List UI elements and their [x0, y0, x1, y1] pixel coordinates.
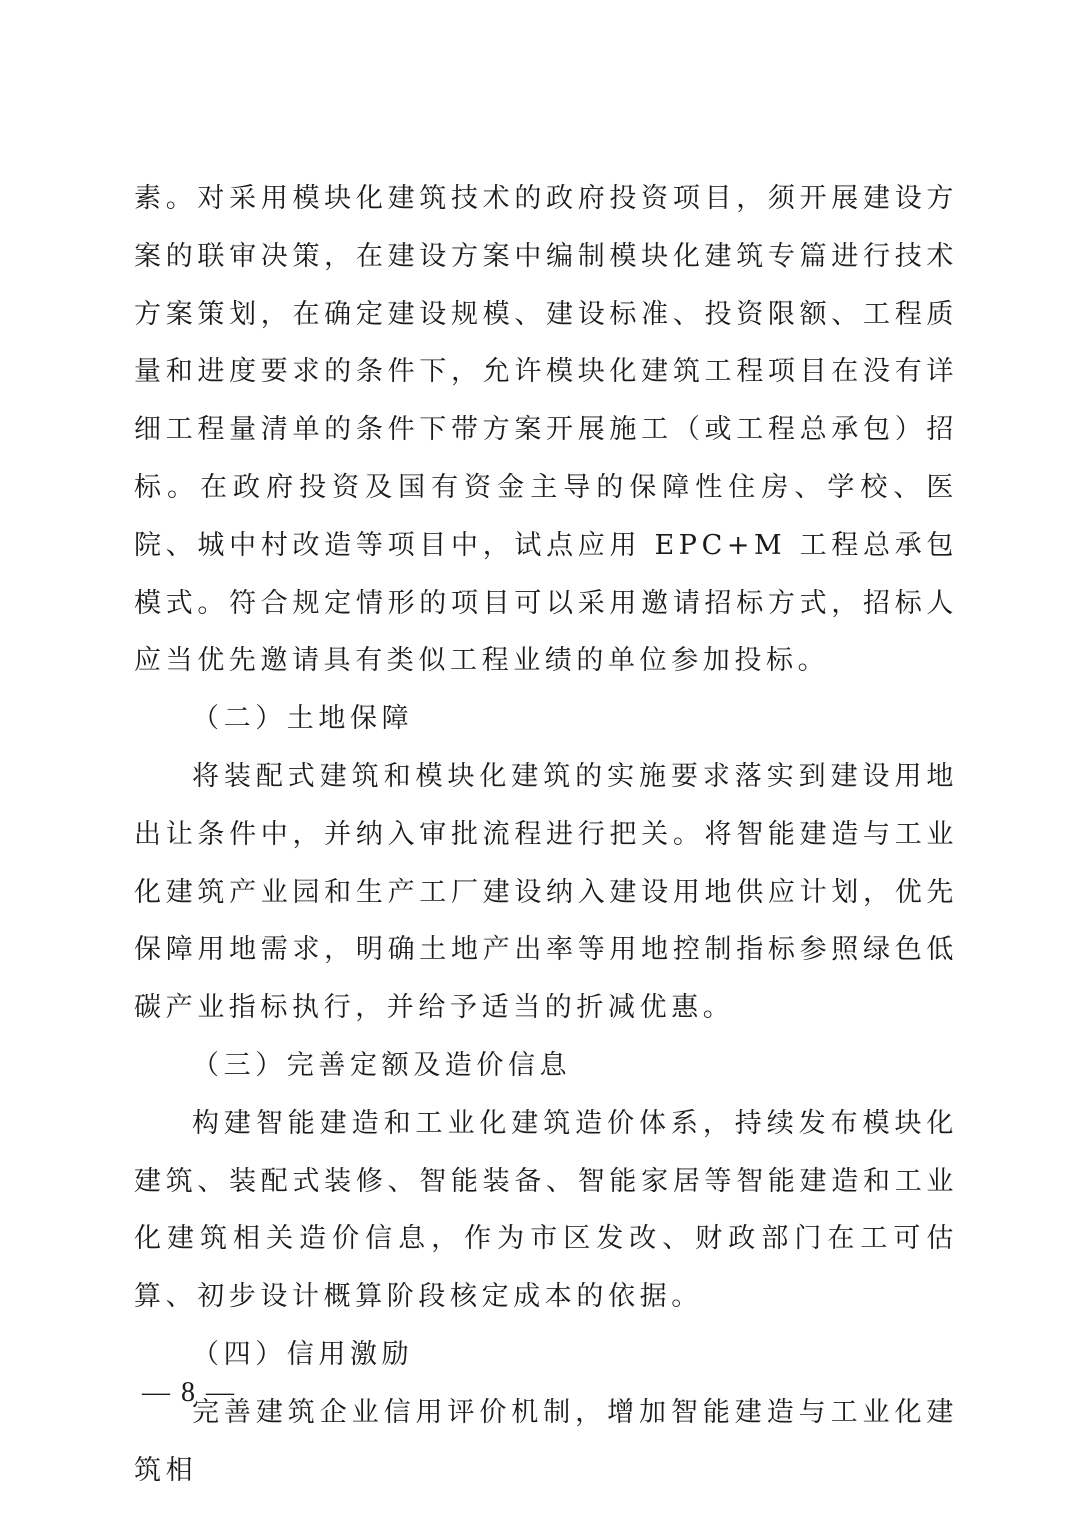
paragraph-continued: 素。对采用模块化建筑技术的政府投资项目，须开展建设方案的联审决策，在建设方案中编制模块化建筑专篇进行技术方案策划，在确定建设规模、建设标准、投资限额、工程质量和进度要求的条件下，允许模块化建筑工程项目在没有详细工程量清单的条件下带方案开展施工（或工程总承包）招标。在政府投资及国有资金主导的保障性住房、学校、医院、城中村改造等项目中，试点应用 EPC+M 工程总承包模式。符合规定情形的项目可以采用邀请招标方式，招标人应当优先邀请具有类似工程业绩的单位参加投标。	[134, 183, 958, 677]
paragraph-land-guarantee: 将装配式建筑和模块化建筑的实施要求落实到建设用地出让条件中，并纳入审批流程进行把关。将智能建造与工业化建筑产业园和生产工厂建设纳入建设用地供应计划，优先保障用地需求，明确土地产出率等用地控制指标参照绿色低碳产业指标执行，并给予适当的折减优惠。	[134, 760, 958, 1024]
page-number: — 8 —	[142, 1377, 236, 1408]
paragraph-quota-cost-info: 构建智能建造和工业化建筑造价体系，持续发布模块化建筑、装配式装修、智能装备、智能家居等智能建造和工业化建筑相关造价信息，作为市区发改、财政部门在工可估算、初步设计概算阶段核定成本的依据。	[134, 1107, 958, 1313]
section-heading-land-guarantee: （二）土地保障	[192, 703, 414, 735]
document-body	[134, 170, 958, 1499]
paragraph-credit-incentive: 完善建筑企业信用评价机制，增加智能建造与工业化建筑相	[134, 1396, 958, 1486]
section-heading-credit-incentive: （四）信用激励	[192, 1338, 414, 1370]
section-heading-quota-cost-info: （三）完善定额及造价信息	[192, 1049, 572, 1081]
